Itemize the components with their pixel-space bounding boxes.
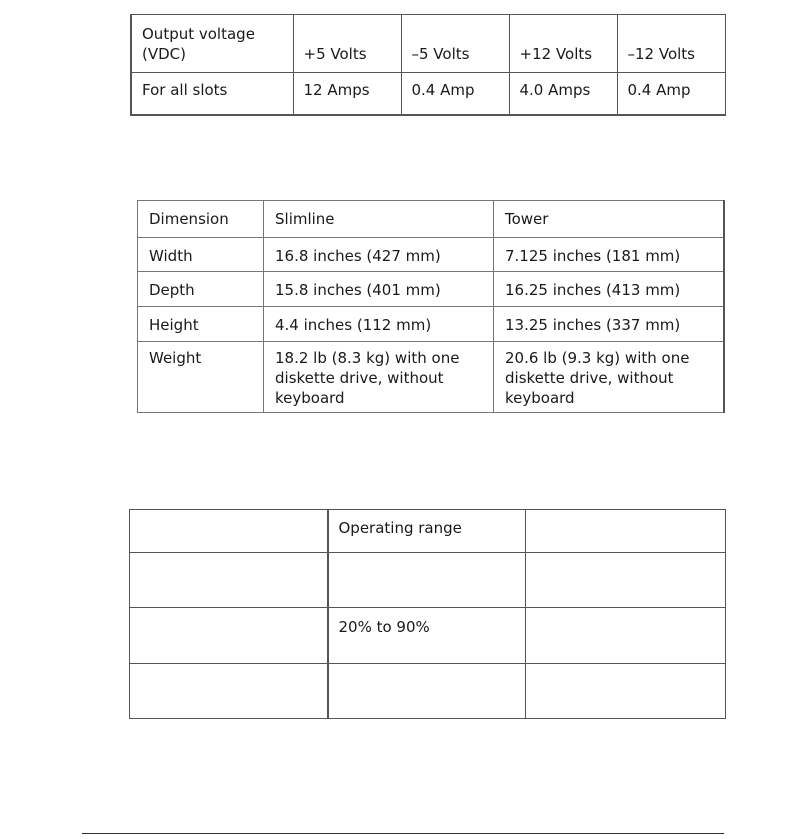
table-row	[130, 553, 726, 608]
table-row	[130, 664, 726, 719]
header-cell	[526, 510, 726, 553]
table-header-row	[131, 15, 725, 73]
table-cell	[328, 664, 526, 719]
table-cell: 4.0 Amps	[509, 73, 617, 116]
table-cell: For all slots	[131, 73, 293, 116]
dimensions-table	[137, 200, 725, 413]
table-row	[138, 307, 724, 342]
header-cell: Tower	[494, 201, 724, 238]
table-cell	[130, 664, 328, 719]
table-cell	[526, 608, 726, 664]
table-cell	[130, 608, 328, 664]
footer-divider	[82, 833, 724, 834]
table-cell: 18.2 lb (8.3 kg) with one diskette drive, without keyboard	[264, 342, 494, 413]
table-cell: Height	[138, 307, 264, 342]
table-cell	[526, 664, 726, 719]
header-cell: Operating range	[328, 510, 526, 553]
table-header-row	[130, 510, 726, 553]
table-cell: 15.8 inches (401 mm)	[264, 272, 494, 307]
table-cell: 16.25 inches (413 mm)	[494, 272, 724, 307]
table-cell: Weight	[138, 342, 264, 413]
header-cell: +12 Volts	[509, 15, 617, 73]
header-cell: +5 Volts	[293, 15, 401, 73]
power-output-table	[130, 14, 726, 116]
table-cell: 0.4 Amp	[617, 73, 725, 116]
environment-table	[129, 509, 726, 719]
header-cell: Dimension	[138, 201, 264, 238]
table-cell	[130, 553, 328, 608]
header-cell: –5 Volts	[401, 15, 509, 73]
table-cell: 16.8 inches (427 mm)	[264, 238, 494, 272]
table-header-row	[138, 201, 724, 238]
header-cell: Output voltage (VDC)	[131, 15, 293, 73]
table-cell: Depth	[138, 272, 264, 307]
table-cell: 20% to 90%	[328, 608, 526, 664]
table-cell: 0.4 Amp	[401, 73, 509, 116]
table-cell: Width	[138, 238, 264, 272]
table-row	[130, 608, 726, 664]
header-cell: Slimline	[264, 201, 494, 238]
table-row	[131, 73, 725, 116]
table-row	[138, 272, 724, 307]
table-cell: 20.6 lb (9.3 kg) with one diskette drive, without keyboard	[494, 342, 724, 413]
table-cell: 7.125 inches (181 mm)	[494, 238, 724, 272]
header-cell: –12 Volts	[617, 15, 725, 73]
table-row	[138, 342, 724, 413]
table-cell	[526, 553, 726, 608]
table-row	[138, 238, 724, 272]
table-cell	[328, 553, 526, 608]
table-cell: 13.25 inches (337 mm)	[494, 307, 724, 342]
header-cell	[130, 510, 328, 553]
table-cell: 4.4 inches (112 mm)	[264, 307, 494, 342]
table-cell: 12 Amps	[293, 73, 401, 116]
